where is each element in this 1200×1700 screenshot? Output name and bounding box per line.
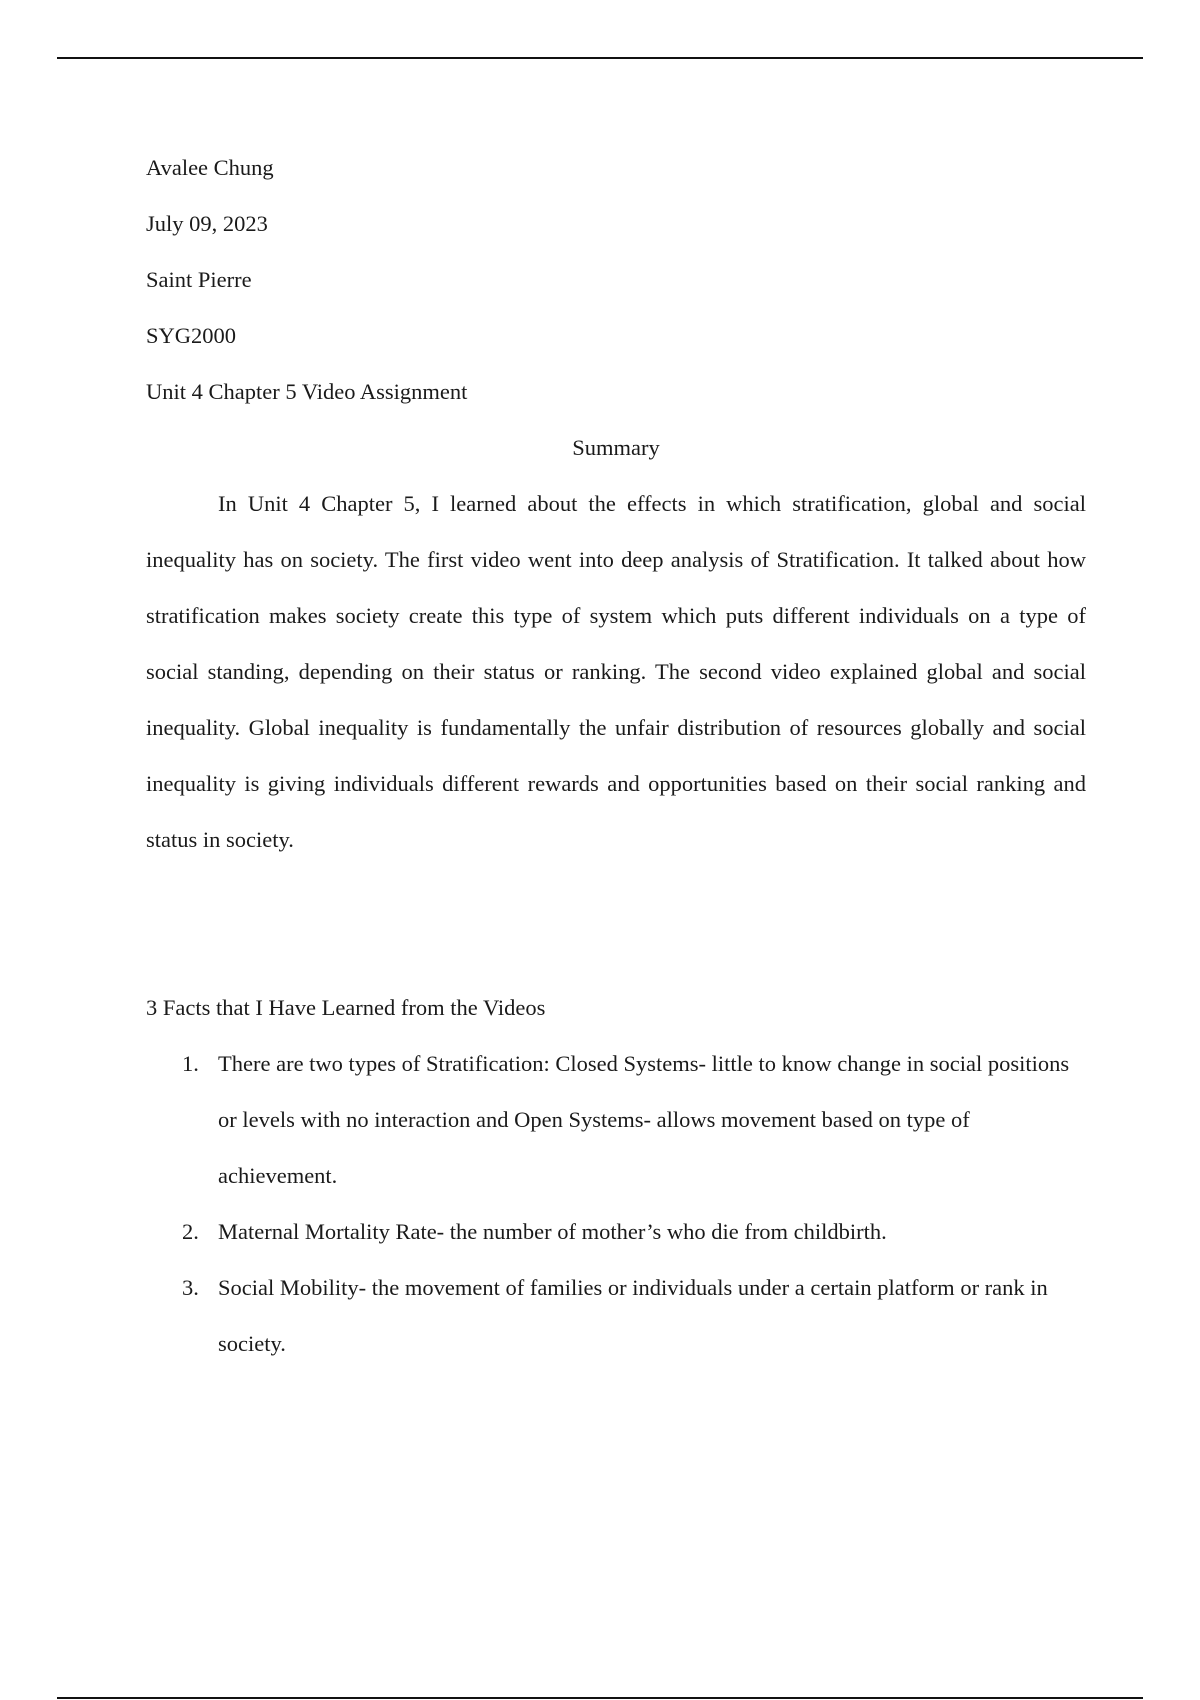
list-item-number: 2. (182, 1219, 199, 1244)
summary-heading: Summary (572, 435, 660, 460)
facts-heading: 3 Facts that I Have Learned from the Videos (146, 995, 546, 1020)
student-name: Avalee Chung (146, 155, 274, 180)
facts-list (146, 1036, 1086, 1372)
instructor-name: Saint Pierre (146, 267, 252, 292)
list-item (146, 1204, 1086, 1260)
summary-paragraph: In Unit 4 Chapter 5, I learned about the effects in which stratification, global and social inequality has on society. The first video went into deep analysis of Stratification. It talked about how stratification makes society create this type of system which puts different individuals on a type of social standing, depending on their status or ranking. The second video explained global and social inequality. Global inequality is fundamentally the unfair distribution of resources globally and social inequality is giving individuals different rewards and opportunities based on their social ranking and status in society. (146, 491, 1086, 852)
list-item-number: 1. (182, 1051, 199, 1076)
list-item-text: There are two types of Stratification: Closed Systems- little to know change in social positions or levels with no interaction and Open Systems- allows movement based on type of achievement. (218, 1051, 1070, 1188)
bottom-page-border (57, 1697, 1143, 1699)
list-item-text: Social Mobility- the movement of families or individuals under a certain platform or rank in society. (218, 1275, 1048, 1356)
list-item-text: Maternal Mortality Rate- the number of mother’s who die from childbirth. (218, 1219, 887, 1244)
list-item-number: 3. (182, 1275, 199, 1300)
assignment-date: July 09, 2023 (146, 211, 268, 236)
list-item (146, 1036, 1086, 1204)
section-spacer (146, 868, 1086, 980)
top-page-border (57, 57, 1143, 59)
document-page (146, 140, 1086, 1372)
assignment-title: Unit 4 Chapter 5 Video Assignment (146, 379, 468, 404)
list-item (146, 1260, 1086, 1372)
course-code: SYG2000 (146, 323, 237, 348)
